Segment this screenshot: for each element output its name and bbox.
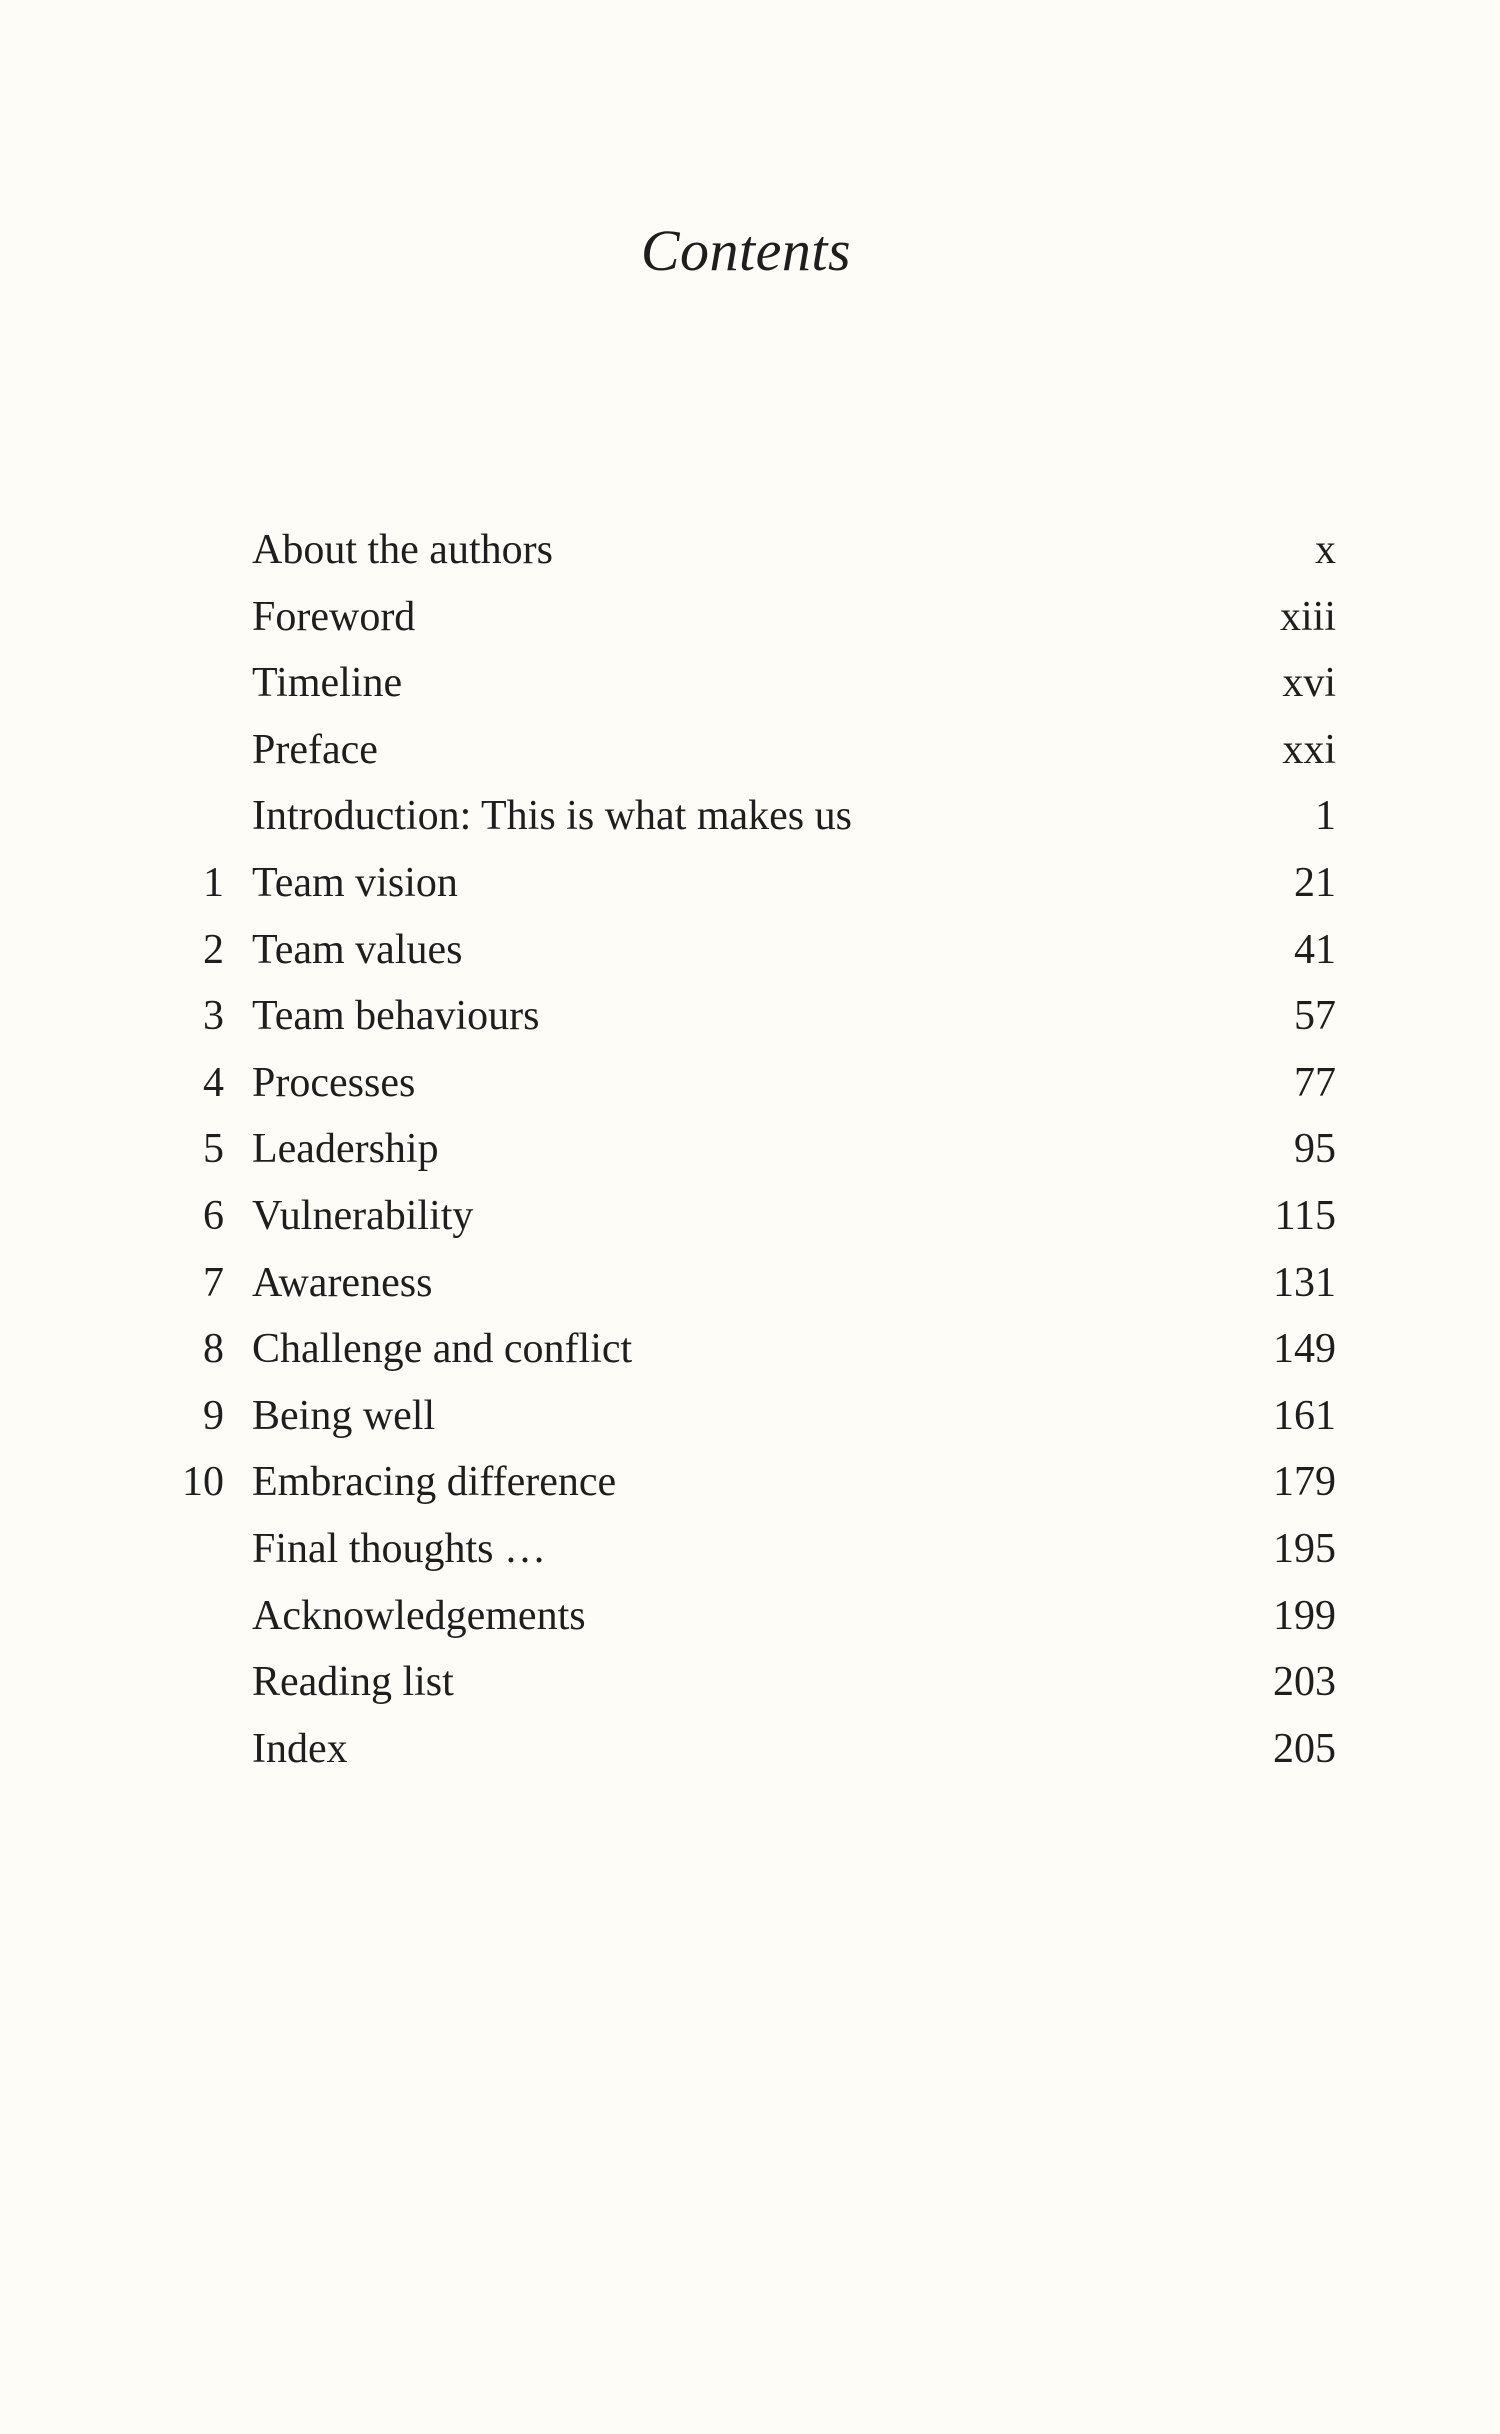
page-number: 179: [1273, 1459, 1336, 1506]
page-number: 1: [1315, 793, 1336, 840]
chapter-number: 3: [203, 993, 224, 1040]
toc-entry: [150, 1383, 1336, 1450]
toc-entry: [150, 917, 1336, 984]
toc-entry: [150, 1116, 1336, 1183]
page-number: 203: [1273, 1659, 1336, 1706]
toc-entry: [150, 1716, 1336, 1783]
toc-entry: [150, 850, 1336, 917]
page-number: 161: [1273, 1392, 1336, 1439]
entry-title: Final thoughts …: [252, 1525, 547, 1572]
toc-entry: [150, 1449, 1336, 1516]
chapter-number: 6: [203, 1192, 224, 1239]
toc-entry: [150, 783, 1336, 850]
toc-entry: [150, 983, 1336, 1050]
toc-entry: [150, 517, 1336, 584]
page-number: 115: [1274, 1192, 1336, 1239]
entry-title: Embracing difference: [252, 1459, 617, 1506]
chapter-number: 10: [182, 1459, 224, 1506]
toc-entry: [150, 1250, 1336, 1317]
entry-title: Reading list: [252, 1659, 454, 1706]
toc-entry: [150, 650, 1336, 717]
page-number: 205: [1273, 1725, 1336, 1772]
page-number: 199: [1273, 1592, 1336, 1639]
page-number: 95: [1294, 1126, 1336, 1173]
toc-entry: [150, 1183, 1336, 1250]
chapter-number: 5: [203, 1126, 224, 1173]
chapter-number: 8: [203, 1326, 224, 1373]
page-number: xvi: [1282, 660, 1336, 707]
page-number: 77: [1294, 1059, 1336, 1106]
toc-entry: [150, 1516, 1336, 1583]
page-number: x: [1315, 527, 1336, 573]
entry-title: Leadership: [252, 1126, 439, 1173]
toc-entry: [150, 584, 1336, 651]
page-number: 57: [1294, 993, 1336, 1040]
entry-title: Processes: [252, 1059, 416, 1106]
toc-entry: [150, 1649, 1336, 1716]
entry-title: Acknowledgements: [252, 1592, 586, 1639]
page-number: 195: [1273, 1525, 1336, 1572]
chapter-number: 2: [203, 926, 224, 973]
page-title: Contents: [640, 218, 852, 283]
toc-entry: [150, 1583, 1336, 1650]
page-number: 149: [1273, 1326, 1336, 1373]
table-of-contents: [150, 517, 1336, 1782]
entry-title: Challenge and conflict: [252, 1326, 633, 1373]
entry-title: Index: [252, 1725, 348, 1772]
toc-entry: [150, 717, 1336, 784]
chapter-number: 7: [203, 1259, 224, 1306]
entry-title: Awareness: [252, 1259, 433, 1306]
entry-title: Team vision: [252, 859, 458, 906]
entry-title: Preface: [252, 726, 378, 773]
page-number: 21: [1294, 859, 1336, 906]
page-number: 131: [1273, 1259, 1336, 1306]
toc-entry: [150, 1316, 1336, 1383]
page-number: xiii: [1279, 593, 1336, 640]
entry-title: Team behaviours: [252, 993, 540, 1040]
entry-title: Introduction: This is what makes us: [252, 793, 852, 840]
chapter-number: 4: [203, 1059, 224, 1106]
entry-title: Team values: [252, 926, 463, 973]
entry-title: Vulnerability: [252, 1192, 474, 1239]
page-number: xxi: [1282, 726, 1336, 773]
chapter-number: 9: [203, 1392, 224, 1439]
toc-entry: [150, 1050, 1336, 1117]
entry-title: Timeline: [252, 660, 403, 707]
page-number: 41: [1294, 926, 1336, 973]
chapter-number: 1: [203, 859, 224, 906]
entry-title: About the authors: [252, 527, 553, 573]
entry-title: Foreword: [252, 593, 416, 640]
entry-title: Being well: [252, 1392, 436, 1439]
